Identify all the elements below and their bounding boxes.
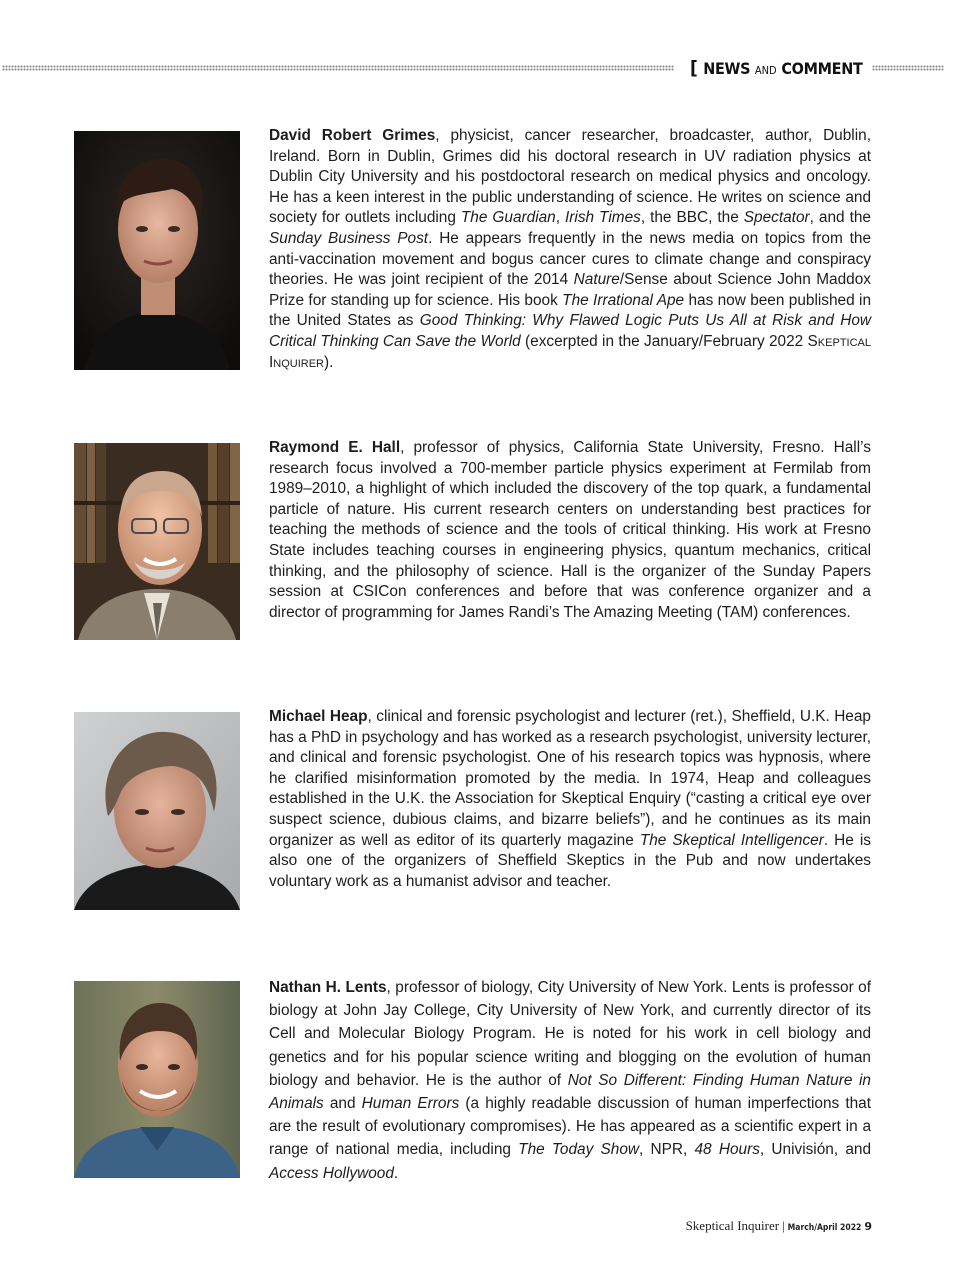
bio-paragraph: Nathan H. Lents, professor of biology, City University of New York. Lents is professor of biology at John Jay College, City University of New York, and currently director of its Cell and Molecular Biology Program. He is noted for his work in cell biology and genetics and for his popular science writing and blogging on the evolution of human biology and behavior. He is the author of Not So Different: Finding Human Nature in Animals and Human Errors (a highly readable discussion of human imperfections that are the result of evolutionary compromises). He has appeared as a scientific expert in a range of national media, including The Today Show, NPR, 48 Hours, Univisión, and Access Hollywood. <box>269 979 872 1182</box>
portrait-heap-image <box>74 712 240 910</box>
bio-paragraph: David Robert Grimes, physicist, cancer researcher, broadcaster, author, Dublin, Ireland. Born in Dublin, Grimes did his doctoral research in UV radiation physics at Dublin City University and his postdoctoral research on medical physics and oncology. He has a keen interest in the public understanding of science. He writes on science and society for outlets including The Guardian, Irish Times, the BBC, the Spectator, and the Sunday Business Post. He appears frequently in the news media on topics from the anti-vaccination movement and bogus cancer cures to climate change and conspiracy theories. He was joint recipient of the 2014 Nature/Sense about Science John Maddox Prize for standing up for science. His book The Irrational Ape has now been published in the United States as Good Thinking: Why Flawed Logic Puts Us All at Risk and How Critical Thinking Can Save the World (excerpted in the January/February 2022 Skeptical Inquirer). <box>269 127 872 371</box>
bio-paragraph: Raymond E. Hall, professor of physics, California State University, Fresno. Hall’s research focus involved a 700-member particle physics experiment at Fermilab from 1989–2010, a highlight of which included the discovery of the top quark, a fundamental particle of nature. His current research centers on understanding best practices for teaching the methods of science and the tools of critical thinking. His work at Fresno State includes teaching courses in engineering physics, quantum mechanics, critical thinking, and the philosophy of science. Hall is the organizer of the Sunday Papers session at CSICon conferences and before that was conference organizer and a director of programming for James Randi’s The Amazing Meeting (TAM) conferences. <box>269 439 871 621</box>
portrait-grimes-image <box>74 131 240 370</box>
bio-name: David Robert Grimes <box>269 127 436 144</box>
dotted-rule-left <box>2 65 674 71</box>
section-header <box>0 58 960 78</box>
portrait-lents-image <box>74 981 240 1178</box>
page-number: 9 <box>864 1220 872 1233</box>
bio-name: Michael Heap <box>269 708 368 725</box>
portrait-photo <box>74 443 240 640</box>
portrait-hall-image <box>74 443 240 640</box>
bio-name: Nathan H. Lents <box>269 979 387 996</box>
dotted-rule-right <box>872 65 944 71</box>
portrait-photo <box>74 981 240 1178</box>
bio-paragraph: Michael Heap, clinical and forensic psychologist and lecturer (ret.), Sheffield, U.K. Heap has a PhD in psychology and has worked as a research psychologist, university lecturer, and clinical and forensic psychologist. One of his research topics was hypnosis, where he clarified misinformation promoted by the media. In 1974, Heap and colleagues established in the U.K. the Association for Skeptical Enquiry (“casting a critical eye over suspect science, dubious claims, and bizarre beliefs”), and he continues as its main organizer as well as editor of its quarterly magazine The Skeptical Intelligencer. He is also one of the organizers of Sheffield Skeptics in the Pub and now undertakes voluntary work as a humanist advisor and teacher. <box>269 708 871 890</box>
section-label: [ NEWS AND COMMENT <box>690 57 863 79</box>
footer-separator: | <box>782 1218 785 1233</box>
portrait-photo <box>74 131 240 370</box>
issue-date: March/April 2022 <box>787 1223 862 1233</box>
bio-name: Raymond E. Hall <box>269 439 401 456</box>
portrait-photo <box>74 712 240 910</box>
page-footer <box>686 1218 872 1234</box>
publication-name: Skeptical Inquirer <box>685 1218 780 1233</box>
